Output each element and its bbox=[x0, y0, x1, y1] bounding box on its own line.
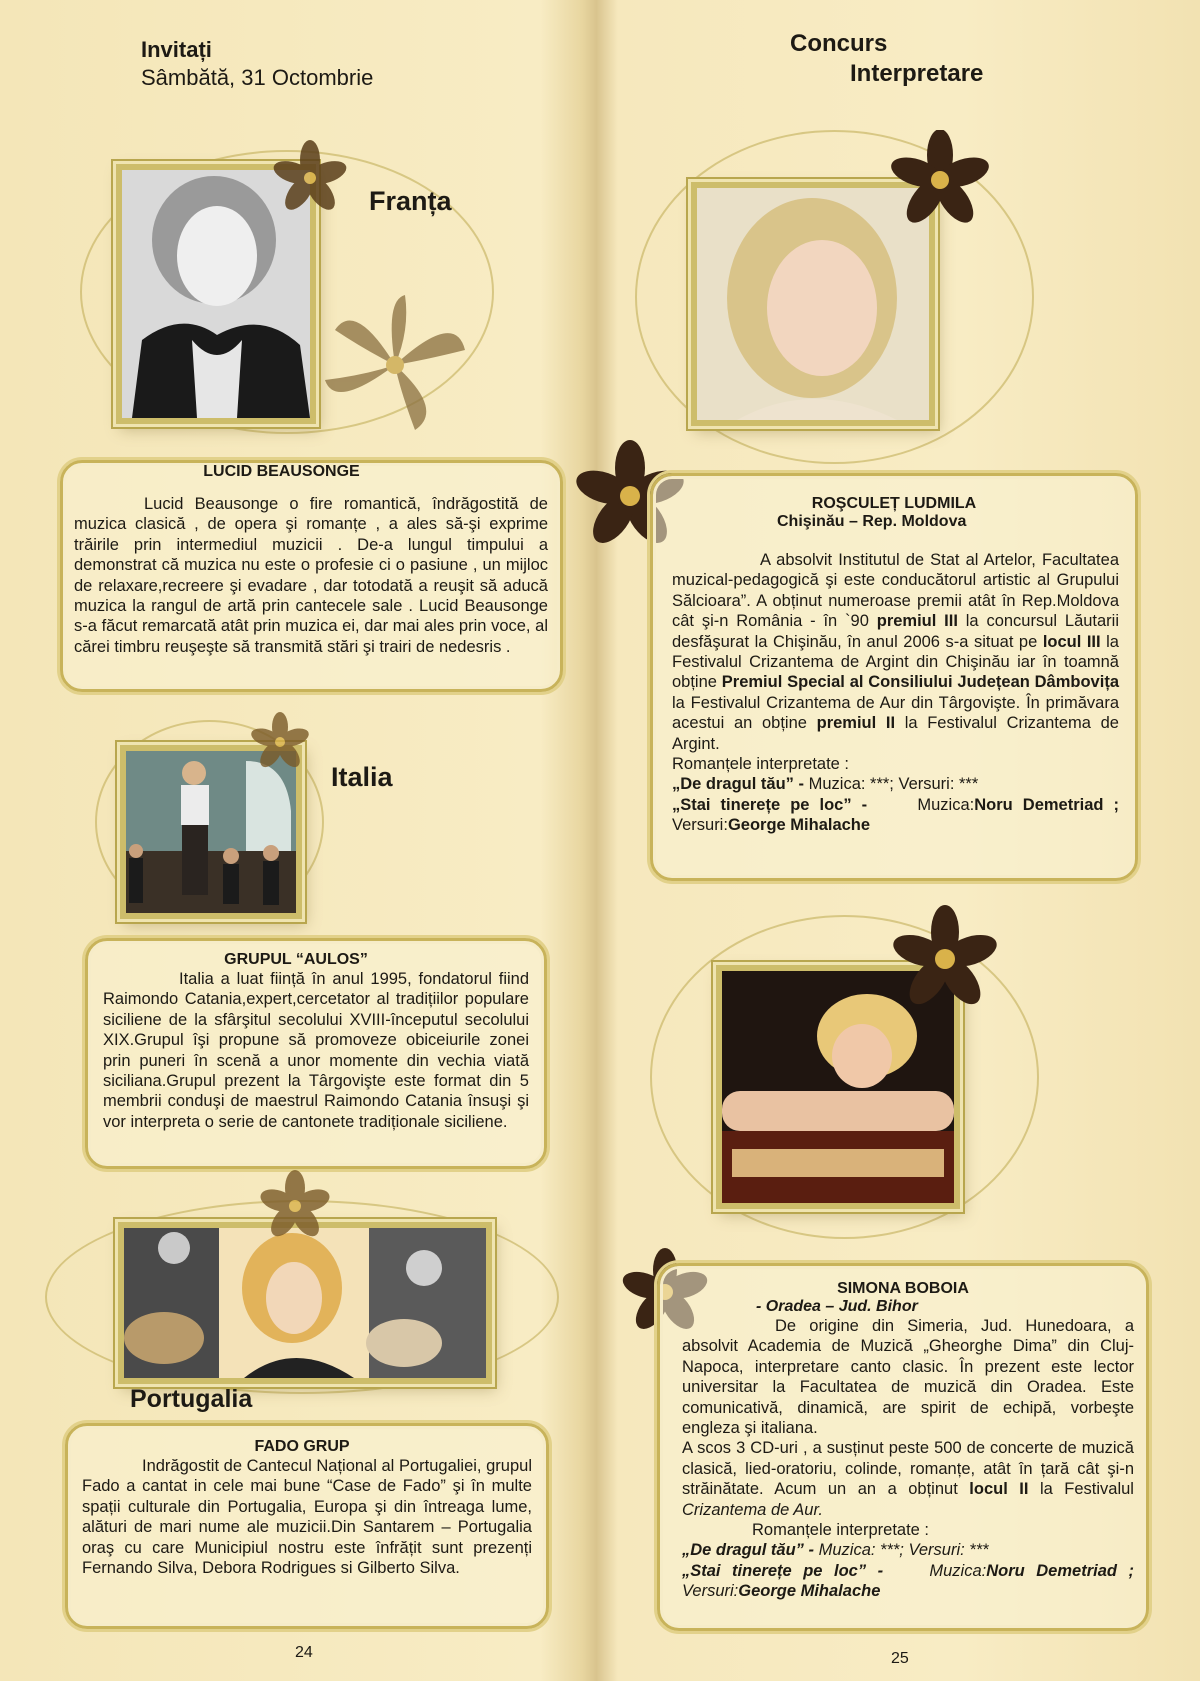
bio-award: Premiul Special al Consiliului Județean Dâmbovița bbox=[721, 673, 1119, 692]
bio-text: la Festivalul Crizantema de Argint din Chişinău iar în toamnă obține bbox=[672, 632, 1119, 692]
lyricist: George Mihalache bbox=[738, 1582, 881, 1601]
bio-text: la concursul Lăutarii desfăşurat la Chişinău, în anul 2006 s-a situat pe bbox=[672, 612, 1120, 651]
contestant-bio-2 bbox=[682, 1438, 1134, 1520]
song-2 bbox=[672, 795, 1119, 836]
header-concurs: Concurs bbox=[790, 30, 888, 57]
song-credits: Versuri: bbox=[672, 816, 728, 835]
flower-icon bbox=[265, 138, 355, 218]
bio-award: locul III bbox=[1042, 632, 1101, 651]
artist-name: LUCID BEAUSONGE bbox=[203, 463, 360, 480]
flower-icon bbox=[315, 290, 475, 440]
song-title: „Stai tinerețe pe loc” - bbox=[682, 1561, 884, 1580]
flower-icon bbox=[885, 130, 995, 230]
card-simona-boboia bbox=[657, 1263, 1149, 1631]
flower-icon bbox=[245, 712, 315, 772]
song-1 bbox=[682, 1540, 1134, 1560]
bio-text: la Festivalul Crizantema de Aur din Târgovişte. În primăvara acestui an obține bbox=[672, 693, 1119, 733]
bio-award: premiul III bbox=[876, 612, 958, 631]
trio-image bbox=[124, 1228, 486, 1378]
bio-award: premiul II bbox=[816, 714, 896, 733]
country-portugalia: Portugalia bbox=[130, 1385, 253, 1413]
header-invitati: Invitați bbox=[141, 37, 212, 62]
bio-text: la Festivalul bbox=[1039, 1480, 1134, 1499]
group-name: GRUPUL “AULOS” bbox=[224, 951, 368, 968]
left-page bbox=[0, 0, 595, 1681]
card-fado-grup bbox=[65, 1423, 549, 1629]
group-name: FADO GRUP bbox=[254, 1438, 350, 1455]
flower-icon bbox=[250, 1170, 340, 1240]
group-bio: Italia a luat ființă în anul 1995, fondatorul fiind Raimondo Catania,expert,cercetator al tradițiilor populare siciliene de la sfârşitul secolului XVIII-începutul secolului XIX.Grupul îşi propune să promoveze obiceiurile zonei prin puneri în scenă a unor momente din vechia viată siciliana.Grupul prezent la Târgovişte este format din 5 membrii conduşi de maestrul Raimondo Catania însuşi şi vor interpreta o serie de cantonete tradiționale siciliene. bbox=[103, 970, 529, 1131]
song-credits: Versuri: bbox=[682, 1582, 739, 1601]
song-title: „De dragul tău” - bbox=[672, 775, 805, 794]
song-credits: Muzica: ***; Versuri: *** bbox=[808, 775, 979, 794]
bio-text: A absolvit Institutul de Stat al Artelor, Facultatea muzical-pedagogică şi este conducătorul artistic al Grupului Sălcioara”. A obținut numeroase premii atât în Rep.Moldova cât şi-n România - în `90 bbox=[672, 551, 1119, 631]
contestant-bio: De origine din Simeria, Jud. Hunedoara, a absolvit Academia de Muzică „Gheorghe Dima” din Cluj-Napoca, interpretare canto clasic. În prezent este lector universitar la Facultatea de muzică din Oradea. Este comunicativă, dinamică, are spirit de echipă, vorbeşte engleza şi italiana. bbox=[682, 1317, 1134, 1438]
country-italia: Italia bbox=[331, 762, 393, 792]
header-date: Sâmbătă, 31 Octombrie bbox=[141, 65, 374, 90]
song-credits: Muzica: bbox=[917, 795, 975, 814]
songs-heading: Romanțele interpretate : bbox=[672, 755, 850, 774]
page-number: 24 bbox=[295, 1644, 313, 1661]
contestant-origin: - Oradea – Jud. Bihor bbox=[756, 1298, 918, 1315]
photo-fado-grup bbox=[118, 1222, 492, 1384]
page-header-left bbox=[141, 36, 373, 92]
composer: Noru Demetriad ; bbox=[986, 1561, 1134, 1580]
bio-text: A scos 3 CD-uri , a susținut peste 500 de concerte de muzică clasică, lied-oratoriu, colinde, romanțe, atât în țară cât şi-n străinătate. Acum un an a obținut bbox=[682, 1439, 1134, 1499]
page-number: 25 bbox=[891, 1650, 909, 1667]
bio-text: la Festivalul Crizantema de Argint. bbox=[672, 714, 1119, 753]
artist-bio: Lucid Beausonge o fire romantică, îndrăgostită de muzica clasică , de opera şi romanțe , a ales să-şi exprime trăirile prin intermediul muzicii . De-a lungul timpului a demonstrat că muzica nu este o profesie ci o pasiune , un mijloc de relaxare,recreere şi evadare , dar totodată a reuşit să aducă muzica la rangul de artă prin cantecele sale . Lucid Beausonge s-a făcut remarcată atât prin muzica ei, dar mai ales prin voce, al cărei timbru reuşeşte să transmită stări şi trairi de nedesris . bbox=[74, 495, 548, 656]
festival-name: Crizantema de Aur. bbox=[682, 1500, 823, 1519]
composer: Noru Demetriad ; bbox=[974, 795, 1120, 814]
lyricist: George Mihalache bbox=[727, 816, 871, 835]
stage-image bbox=[126, 751, 296, 913]
contestant-name: ROŞCULEȚ LUDMILA bbox=[811, 495, 977, 512]
bio-award: locul II bbox=[969, 1480, 1029, 1499]
country-franta: Franța bbox=[369, 186, 452, 216]
song-2 bbox=[682, 1561, 1134, 1602]
song-title: „Stai tinerețe pe loc” - bbox=[672, 795, 868, 814]
right-page bbox=[605, 0, 1200, 1681]
flower-icon bbox=[885, 905, 1005, 1015]
song-credits: Muzica: ***; Versuri: *** bbox=[818, 1541, 989, 1560]
header-interpretare: Interpretare bbox=[850, 60, 984, 87]
card-rosculet-ludmila bbox=[650, 473, 1138, 881]
song-1 bbox=[672, 774, 1119, 794]
group-bio: Indrăgostit de Cantecul Național al Portugaliei, grupul Fado a cantat in cele mai bune “Case de Fado” şi în multe spații culturale din Portugalia, Europa şi din întreaga lume, alături de mari nume ale muzicii.Din Santarem – Portugalia oraş cu care Municipiul nostru este înfrățit sunt prezenți Fernando Silva, Debora Rodrigues si Gilberto Silva. bbox=[82, 1457, 532, 1578]
song-credits: Muzica: bbox=[929, 1561, 987, 1580]
card-lucid-beausonge bbox=[60, 460, 563, 692]
card-grupul-aulos bbox=[85, 938, 547, 1169]
songs-heading: Romanțele interpretate : bbox=[752, 1521, 930, 1540]
contestant-origin: Chişinău – Rep. Moldova bbox=[777, 513, 967, 530]
contestant-bio bbox=[672, 550, 1119, 754]
song-title: „De dragul tău” - bbox=[682, 1541, 815, 1560]
contestant-name: SIMONA BOBOIA bbox=[837, 1280, 969, 1297]
